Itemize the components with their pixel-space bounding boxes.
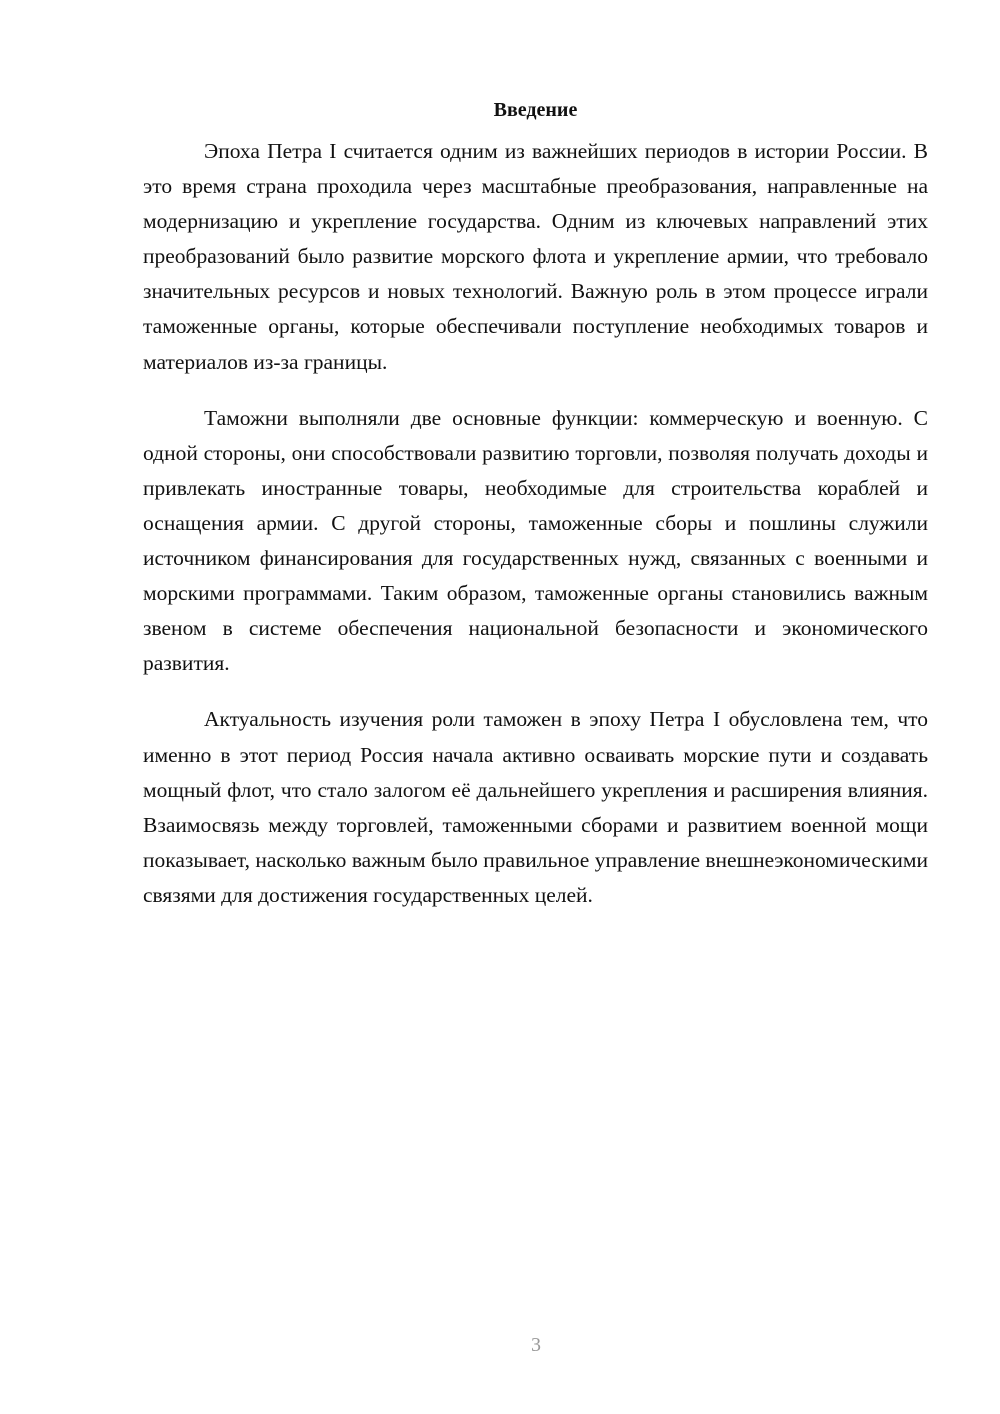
page-number: 3 — [531, 1334, 541, 1356]
paragraph: Актуальность изучения роли таможен в эпоху Петра I обусловлена тем, что именно в этот период Россия начала активно осваивать морские пути и создавать мощный флот, что стало залогом её дальнейшего укрепления и расширения влияния. Взаимосвязь между торговлей, таможенными сборами и развитием военной мощи показывает, насколько важным было правильное управление внешнеэкономическими связями для достижения государственных целей. — [143, 707, 928, 907]
page-content — [143, 96, 928, 934]
section-heading: Введение — [493, 99, 578, 121]
paragraph: Таможни выполняли две основные функции: коммерческую и военную. С одной стороны, они способствовали развитию торговли, позволяя получать доходы и привлекать иностранные товары, необходимые для строительства кораблей и оснащения армии. С другой стороны, таможенные сборы и пошлины служили источником финансирования для государственных нужд, связанных с военными и морскими программами. Таким образом, таможенные органы становились важным звеном в системе обеспечения национальной безопасности и экономического развития. — [143, 405, 928, 676]
paragraph: Эпоха Петра I считается одним из важнейших периодов в истории России. В это время страна проходила через масштабные преобразования, направленные на модернизацию и укрепление государства. Одним из ключевых направлений этих преобразований было развитие морского флота и укрепление армии, что требовало значительных ресурсов и новых технологий. Важную роль в этом процессе играли таможенные органы, которые обеспечивали поступление необходимых товаров и материалов из-за границы. — [143, 139, 928, 374]
